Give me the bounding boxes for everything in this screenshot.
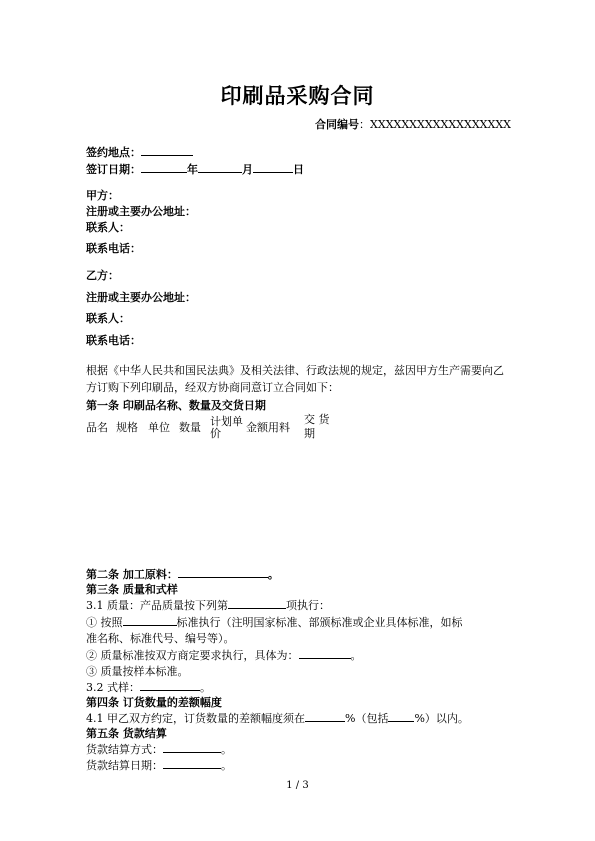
sign-date-label: 签订日期：	[86, 163, 141, 176]
party-a-address: 注册或主要办公地址：	[86, 205, 196, 218]
col-delivery	[304, 414, 330, 440]
art3-1	[86, 597, 330, 613]
month-label: 月	[242, 163, 253, 176]
sign-place-label: 签约地点：	[86, 146, 141, 159]
article-4-title: 第四条 订货数量的差额幅度	[86, 696, 222, 709]
payment-date	[86, 757, 232, 773]
col-delivery-char1: 交	[304, 413, 315, 426]
col-planned-price-line1: 计划单	[210, 415, 243, 428]
contract-number-sep: ：	[359, 118, 371, 131]
art3-1-text: 3.1 质量：产品质量按下列第	[86, 599, 228, 612]
day-blank	[253, 161, 293, 173]
art3-1-text-end: 项执行：	[286, 599, 330, 612]
page-number: 1 / 3	[286, 780, 309, 791]
sign-date-line	[86, 161, 304, 177]
sign-place-blank	[141, 144, 193, 156]
party-b-name: 乙方：	[86, 269, 119, 282]
art3-option3: ③ 质量按样本标准。	[86, 665, 189, 678]
preamble-paragraph: 根据《中华人民共和国民法典》及相关法律、行政法规的规定，兹因甲方生产需要向乙方订购下列印刷品，经双方协商同意订立合同如下：	[86, 364, 504, 394]
art4-1-text: 4.1 甲乙双方约定，订货数量的差额幅度须在	[86, 712, 305, 725]
year-label: 年	[187, 163, 198, 176]
payment-method-end: 。	[221, 743, 232, 756]
contract-number	[315, 116, 511, 132]
art3-2-end: 。	[200, 681, 211, 694]
contract-number-value: XXXXXXXXXXXXXXXXXX	[370, 118, 511, 131]
art3-2-text: 3.2 式样：	[86, 681, 140, 694]
art3-option1-cont: 准名称、标准代号、编号等）。	[86, 632, 235, 645]
col-planned-price-line2: 价	[210, 427, 221, 440]
art4-range-blank	[305, 710, 345, 722]
art3-option2-end: 。	[350, 649, 362, 662]
col-amount: 金额	[246, 421, 268, 434]
art4-1-mid: %（包括	[345, 712, 389, 725]
style-blank	[140, 679, 200, 691]
article-2-end: 。	[267, 568, 279, 581]
article-2-title: 第二条 加工原料：	[86, 568, 178, 581]
processing-material-blank	[178, 566, 268, 578]
art3-2	[86, 679, 211, 695]
party-b-contact: 联系人：	[86, 312, 130, 325]
year-blank	[141, 161, 187, 173]
art4-1-end: %）以内。	[414, 712, 469, 725]
party-b-address: 注册或主要办公地址：	[86, 291, 196, 304]
col-delivery-char2: 货	[318, 413, 330, 426]
article-2	[86, 566, 279, 582]
document-title: 印刷品采购合同	[220, 83, 375, 108]
col-unit: 单位	[148, 421, 170, 434]
col-planned-price	[210, 416, 243, 440]
payment-method-blank	[163, 741, 221, 753]
payment-method-label: 货款结算方式：	[86, 743, 163, 756]
payment-date-end: 。	[221, 759, 232, 772]
col-delivery-line2: 期	[304, 427, 315, 440]
party-a-name: 甲方：	[86, 189, 119, 202]
art4-inclusive-blank	[388, 710, 414, 722]
col-qty: 数量	[179, 421, 201, 434]
payment-date-label: 货款结算日期：	[86, 759, 163, 772]
party-b-phone: 联系电话：	[86, 334, 141, 347]
art3-1-blank	[228, 597, 286, 609]
sign-place-line	[86, 144, 193, 160]
day-label: 日	[293, 163, 304, 176]
col-name: 品名	[86, 421, 108, 434]
art3-option1-text-end: 标准执行（注明国家标准、部颁标准或企业具体标准，如标	[176, 616, 463, 629]
article-1-title: 第一条 印刷品名称、数量及交货日期	[86, 399, 266, 412]
art3-option2-blank	[299, 647, 351, 659]
art3-option2-text: ② 质量标准按双方商定要求执行，具体为：	[86, 649, 299, 662]
party-a-contact: 联系人：	[86, 221, 130, 234]
art3-option1-blank	[123, 614, 177, 626]
payment-date-blank	[163, 757, 221, 769]
payment-method	[86, 741, 232, 757]
art3-option1-text: ① 按照	[86, 616, 123, 629]
col-spec: 规格	[116, 421, 138, 434]
art3-option2	[86, 647, 362, 663]
art3-option1	[86, 614, 463, 630]
art4-1	[86, 710, 469, 726]
month-blank	[198, 161, 242, 173]
col-delivery-line1	[304, 414, 330, 426]
article-3-title: 第三条 质量和式样	[86, 583, 178, 596]
col-material: 用料	[268, 421, 290, 434]
contract-number-label: 合同编号	[315, 118, 360, 131]
party-a-phone: 联系电话：	[86, 242, 141, 255]
article-5-title: 第五条 货款结算	[86, 727, 167, 740]
